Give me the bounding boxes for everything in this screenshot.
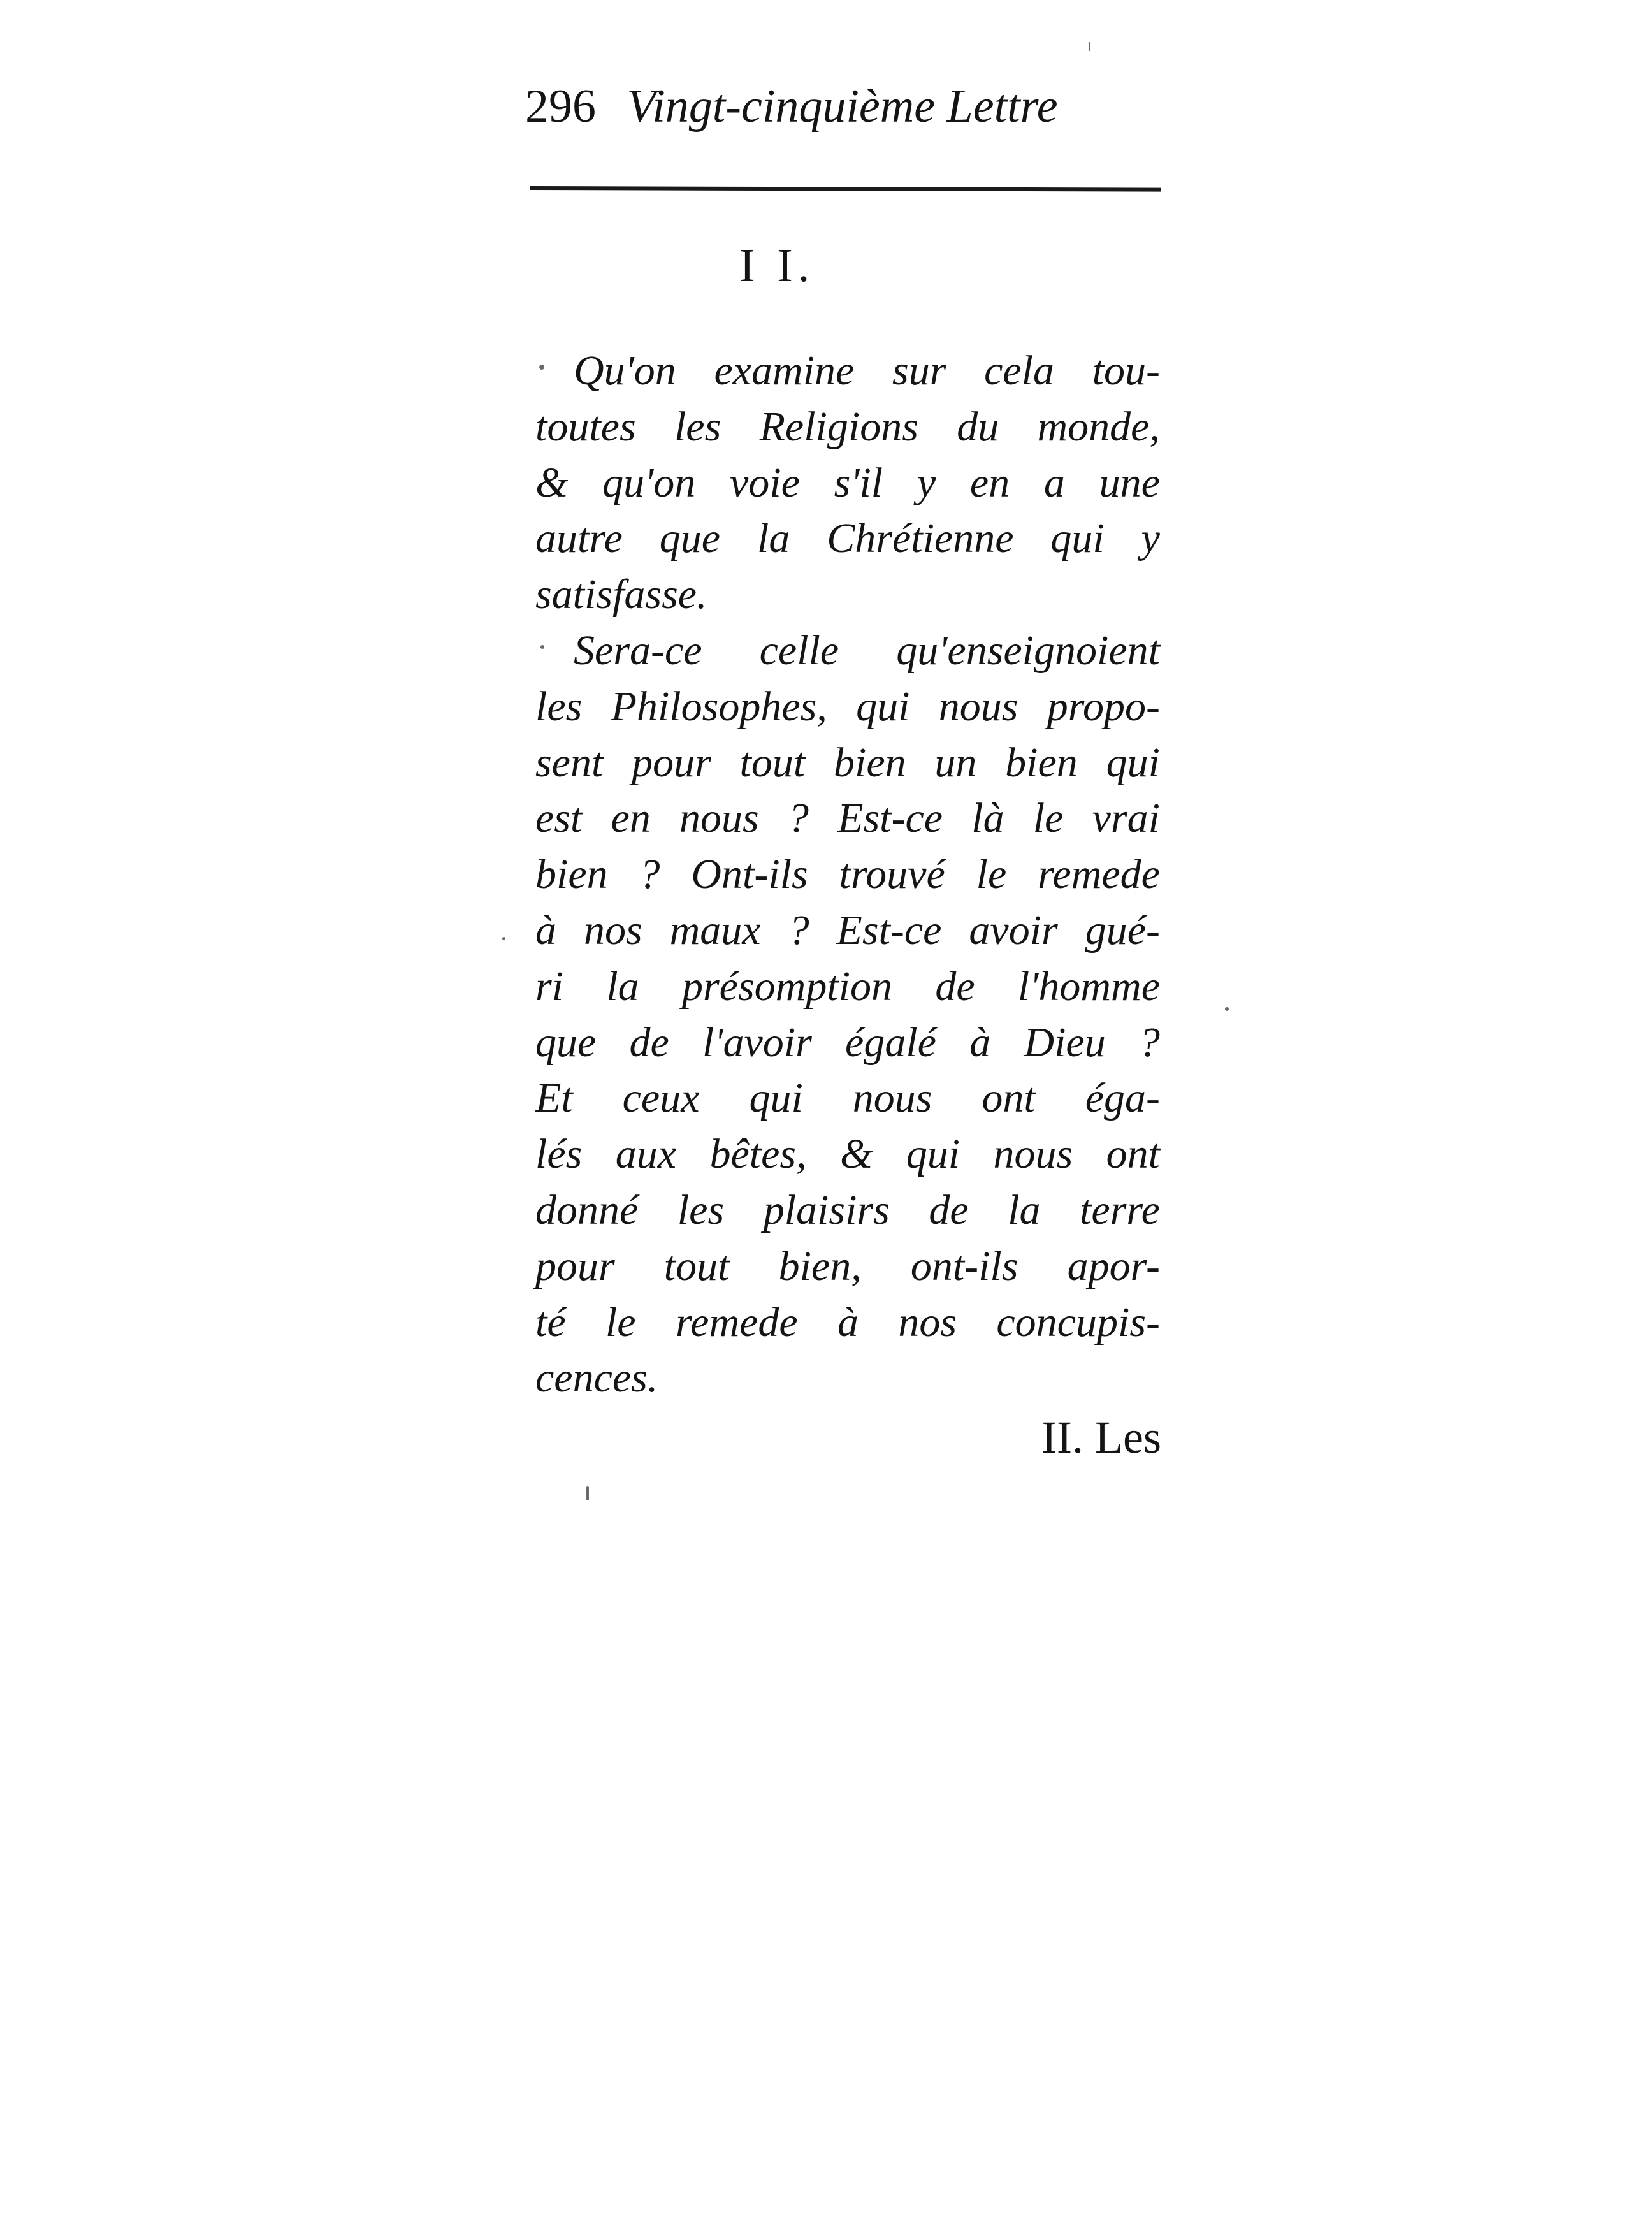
paper-speck [502, 937, 505, 940]
text-line: à nos maux ? Est-ce avoir gué- [535, 906, 1160, 954]
text-line: ri la présomption de l'homme [535, 962, 1160, 1010]
text-line: té le remede à nos concupis- [535, 1298, 1160, 1346]
text-line: satisfasse. [535, 571, 707, 618]
paper-speck [1089, 42, 1090, 51]
paper-speck [540, 645, 544, 649]
header-rule [530, 186, 1161, 192]
text-line: que de l'avoir égalé à Dieu ? [535, 1019, 1160, 1066]
paper-speck [586, 1486, 589, 1500]
text-line: est en nous ? Est-ce là le vrai [535, 795, 1160, 842]
text-line: les Philosophes, qui nous propo- [535, 683, 1160, 730]
text-line: bien ? Ont-ils trouvé le remede [535, 851, 1160, 898]
text-line: autre que la Chrétienne qui y [535, 515, 1160, 562]
text-line: cences. [535, 1354, 658, 1402]
text-line: Sera-ce celle qu'enseignoient [574, 627, 1160, 674]
text-line: Qu'on examine sur cela tou- [574, 347, 1160, 394]
paper-speck [1225, 1007, 1229, 1011]
text-line: toutes les Religions du monde, [535, 403, 1160, 450]
paper-speck [539, 365, 544, 370]
text-line: donné les plaisirs de la terre [535, 1186, 1160, 1233]
catchword: II. Les [1041, 1412, 1161, 1463]
text-line: & qu'on voie s'il y en a une [535, 459, 1160, 506]
text-line: pour tout bien, ont-ils apor- [535, 1242, 1160, 1289]
section-number: I I. [739, 240, 815, 292]
running-title: Vingt-cinquième Lettre [627, 80, 1058, 133]
page-number: 296 [525, 80, 596, 133]
body-text [535, 343, 1160, 1406]
text-line: lés aux bêtes, & qui nous ont [535, 1131, 1160, 1178]
text-line: sent pour tout bien un bien qui [535, 739, 1160, 786]
running-head [525, 71, 1163, 142]
text-line: Et ceux qui nous ont éga- [535, 1075, 1160, 1122]
